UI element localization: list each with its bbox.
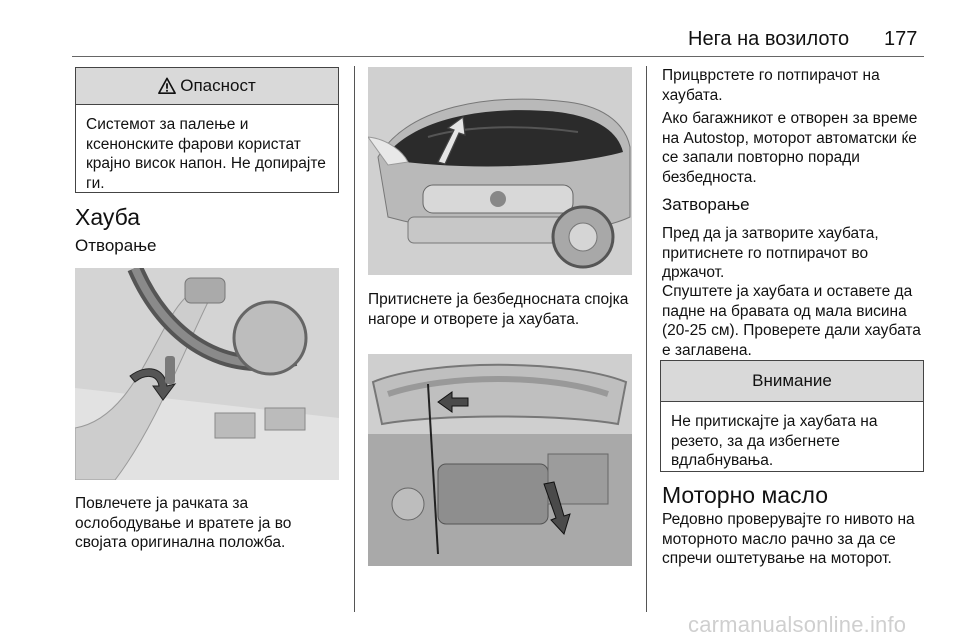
notice-box-text: Не притискајте ја хаубата на резето, за да избегнете вдлабнувања. [671,413,878,469]
danger-box-text: Системот за палење и ксенонските фарови користат крајно висок напон. Не допирајте ги. [86,116,326,192]
danger-box-header [76,68,338,105]
figure-safety-catch [368,67,632,275]
instruction-lower-hood: Спуштете ја хаубата и оставете да падне на бравата од мала висина (20-25 см). Проверете дали хаубата е заглавена. [662,283,921,359]
watermark: carmanualsonline.info [688,612,907,637]
instruction-safety-catch: Притиснете ја безбедносната спојка нагоре и отворете ја хаубата. [368,291,629,328]
subsection-title-closing: Затворање [662,195,750,214]
section-title-hood: Хауба [75,204,141,230]
engine-oil-text: Редовно проверувајте го нивото на моторното масло рачно за да се спречи оштетување на моторот. [662,511,915,567]
danger-box [75,67,339,193]
notice-box-header: Внимание [661,361,923,402]
instruction-secure-stay: Прицврстете го потпирачот на хаубата. [662,67,880,104]
figure-hood-stay [368,354,632,566]
column-divider [646,66,647,612]
instruction-press-stay: Пред да ја затворите хаубата, притиснете го потпирачот во држачот. [662,225,879,281]
running-header: Нега на возилото [688,28,850,50]
figure-release-lever [75,268,339,480]
note-autostop: Ако багажникот е отворен за време на Autostop, моторот автоматски ќе се запали повторно поради безбедноста. [662,110,918,186]
warning-icon [158,77,176,95]
subsection-title-opening: Отворање [75,236,157,255]
instruction-release-lever: Повлечете ја рачката за ослободување и вратете ја во својата оригинална положба. [75,495,292,551]
notice-box [660,360,924,472]
danger-box-title: Опасност [180,76,256,95]
section-title-engine-oil: Моторно масло [662,482,829,508]
header-rule [72,56,924,57]
column-divider [354,66,355,612]
page-number: 177 [884,28,918,50]
